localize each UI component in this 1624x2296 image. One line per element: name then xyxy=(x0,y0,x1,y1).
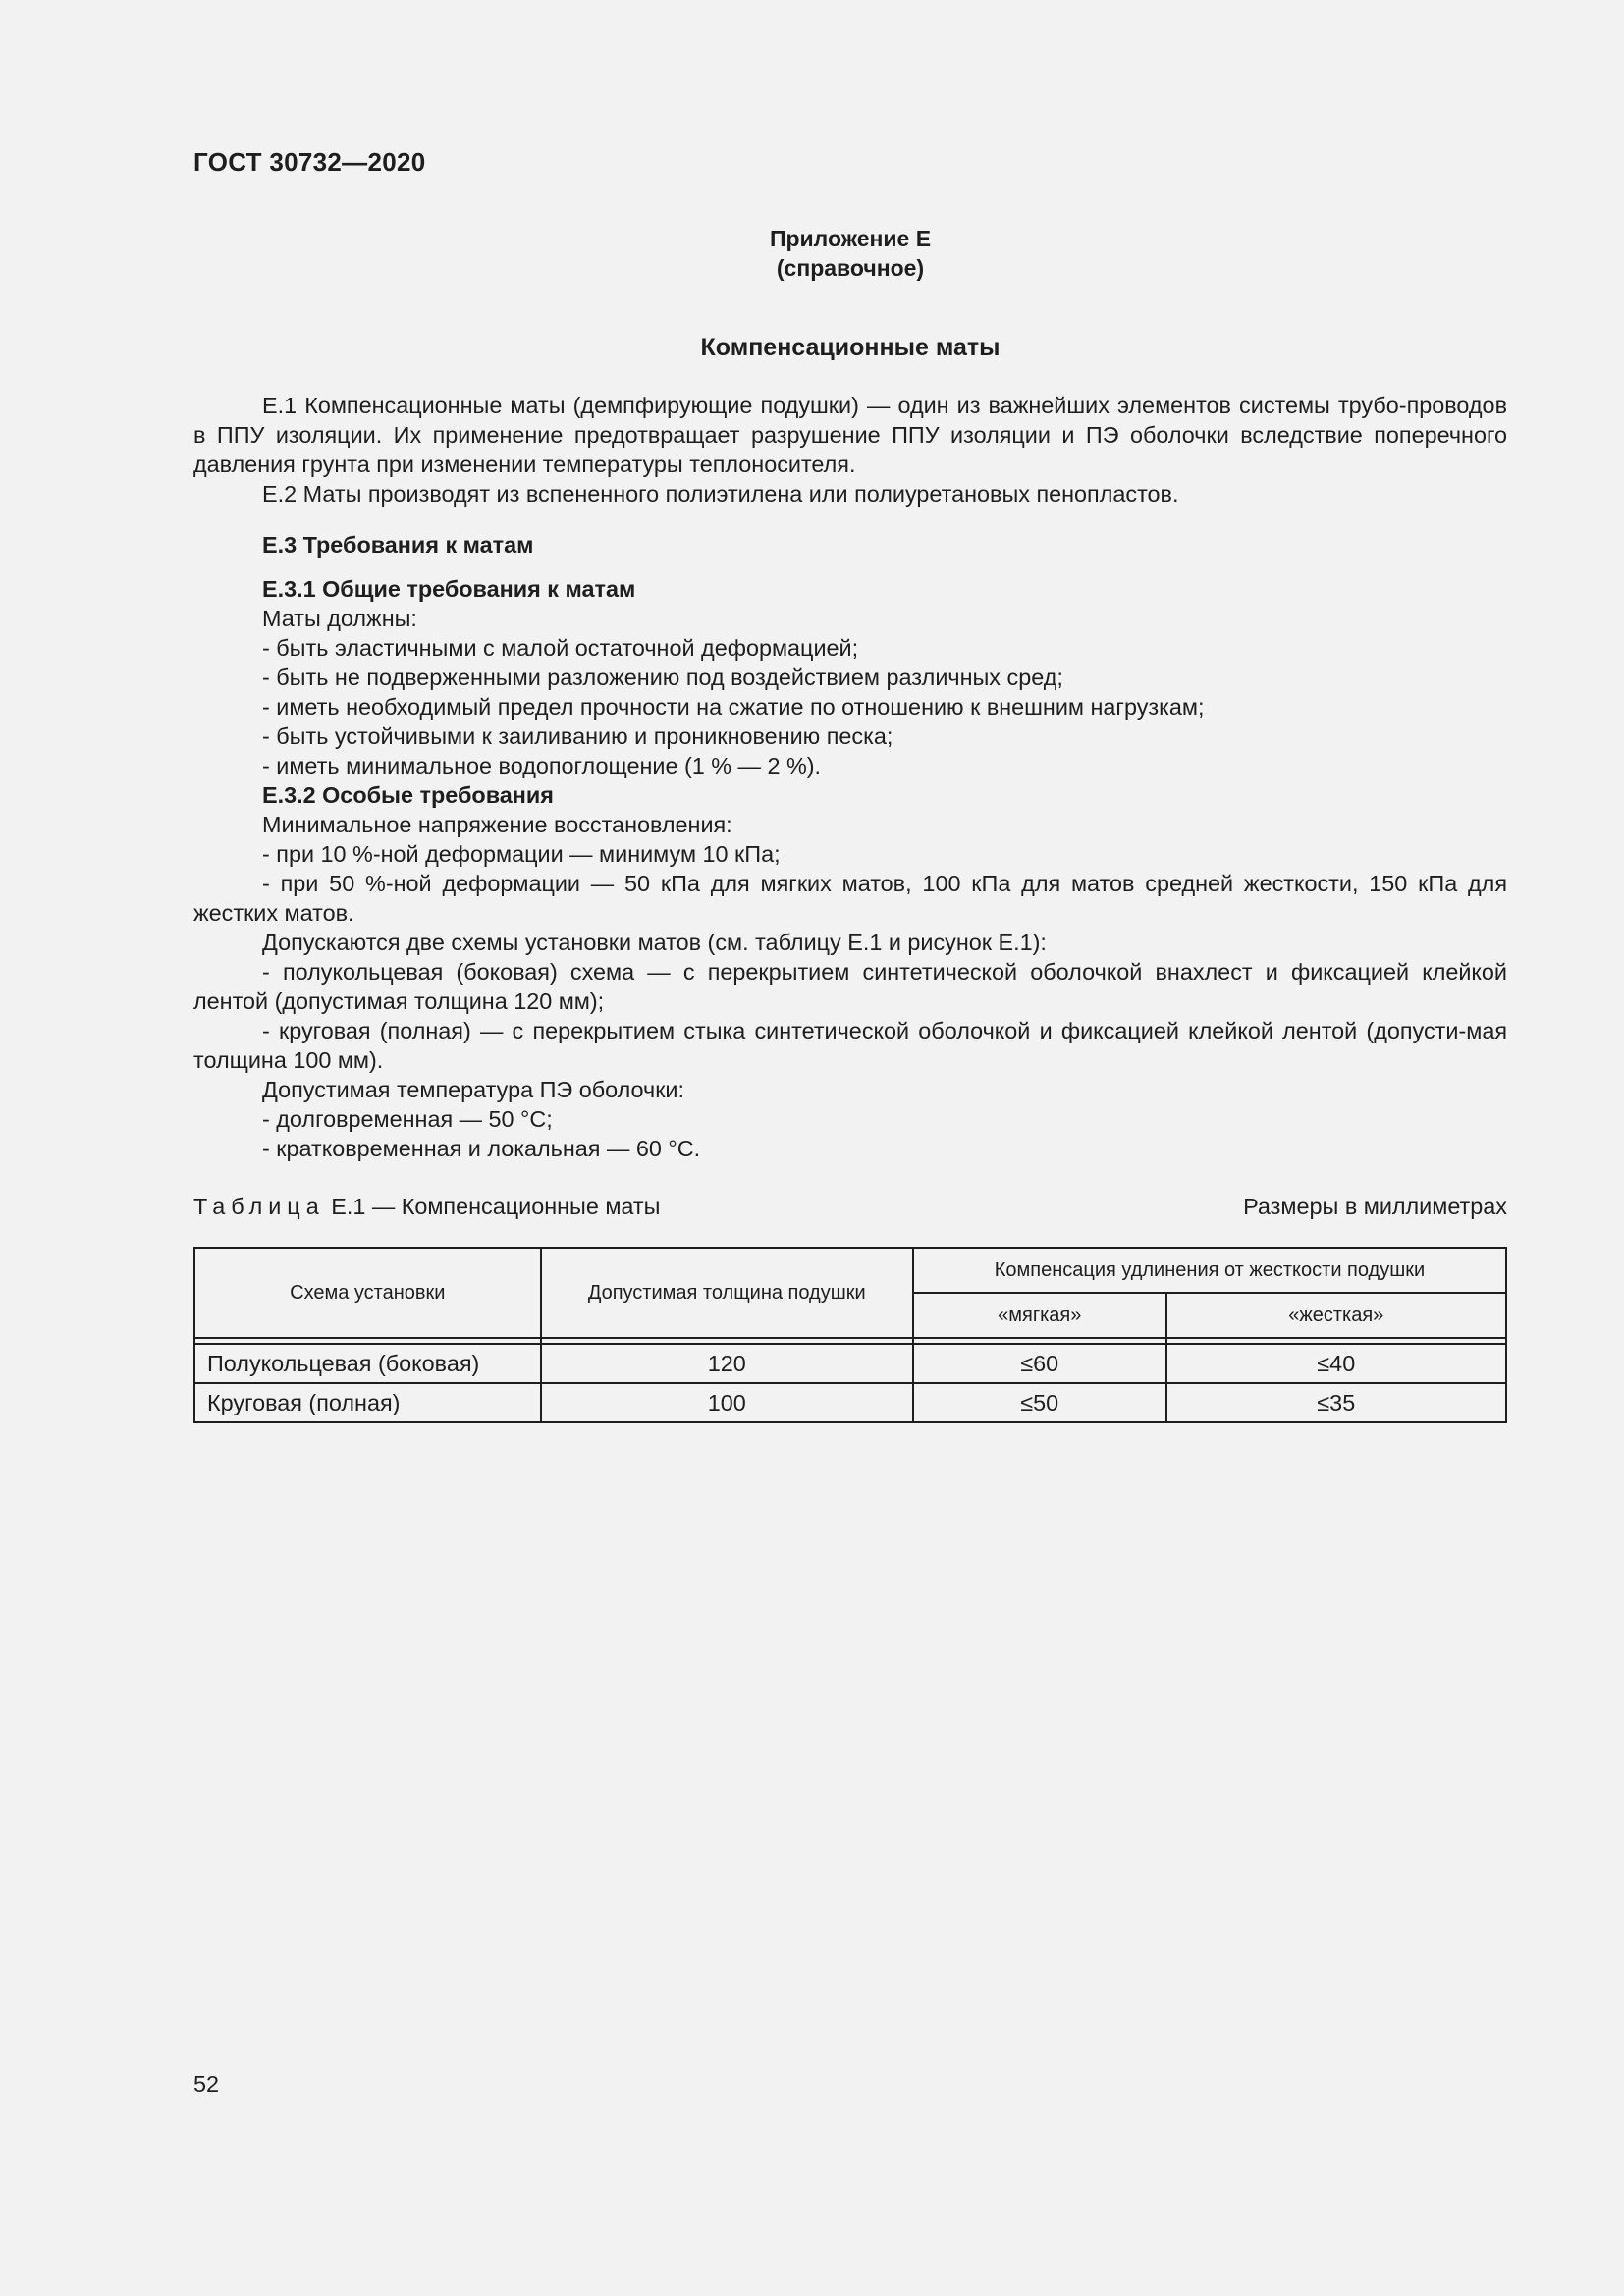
compensation-mats-table xyxy=(193,1247,1507,1423)
e32-intro: Минимальное напряжение восстановления: xyxy=(262,812,732,837)
header-compensation: Компенсация удлинения от жесткости подушки xyxy=(913,1248,1506,1293)
list-item: - при 50 %-ной деформации — 50 кПа для мягких матов, 100 кПа для матов средней жесткости, 150 кПа для жестких матов. xyxy=(193,871,1507,926)
list-item: - быть эластичными с малой остаточной деформацией; xyxy=(262,635,859,661)
document-code: ГОСТ 30732—2020 xyxy=(193,147,426,177)
cell-soft: ≤50 xyxy=(913,1383,1166,1422)
temperature-intro: Допустимая температура ПЭ оболочки: xyxy=(262,1077,684,1102)
list-item: - полукольцевая (боковая) схема — с перекрытием синтетической оболочкой внахлест и фиксацией клейкой лентой (допустимая толщина 120 мм); xyxy=(193,959,1507,1014)
heading-e31: Е.3.1 Общие требования к матам xyxy=(262,576,636,602)
table-units: Размеры в миллиметрах xyxy=(1243,1194,1507,1219)
paragraph-e2: Е.2 Маты производят из вспененного полиэтилена или полиуретановых пенопластов. xyxy=(262,481,1179,507)
header-scheme: Схема установки xyxy=(194,1248,541,1338)
paragraph-e1: Е.1 Компенсационные маты (демпфирующие подушки) — один из важнейших элементов системы трубо-проводов в ППУ изоляции. Их применение предотвращает разрушение ППУ изоляции и ПЭ оболочки вследствие поперечного давления грунта при изменении температуры теплоносителя. xyxy=(193,393,1507,477)
header-thickness: Допустимая толщина подушки xyxy=(541,1248,913,1338)
cell-hard: ≤40 xyxy=(1166,1344,1506,1383)
heading-e32: Е.3.2 Особые требования xyxy=(262,782,554,808)
document-body xyxy=(193,391,1507,1163)
list-item: - кратковременная и локальная — 60 °С. xyxy=(262,1136,701,1161)
section-title: Компенсационные маты xyxy=(700,334,1001,361)
appendix-heading xyxy=(193,224,1507,283)
cell-thickness: 120 xyxy=(541,1344,913,1383)
e31-intro: Маты должны: xyxy=(262,606,417,631)
list-item: - иметь минимальное водопоглощение (1 % — 2 %). xyxy=(262,753,822,778)
table-row xyxy=(194,1383,1506,1422)
list-item: - круговая (полная) — с перекрытием стыка синтетической оболочкой и фиксацией клейкой лентой (допусти-мая толщина 100 мм). xyxy=(193,1018,1507,1073)
cell-scheme: Круговая (полная) xyxy=(194,1383,541,1422)
appendix-title: Приложение Е xyxy=(769,226,932,251)
table-caption-text: Е.1 — Компенсационные маты xyxy=(324,1194,661,1219)
cell-thickness: 100 xyxy=(541,1383,913,1422)
schemes-intro: Допускаются две схемы установки матов (см. таблицу Е.1 и рисунок Е.1): xyxy=(262,930,1047,955)
table-row xyxy=(194,1344,1506,1383)
list-item: - долговременная — 50 °С; xyxy=(262,1106,553,1132)
list-item: - быть не подверженными разложению под воздействием различных сред; xyxy=(262,665,1063,690)
table-caption xyxy=(193,1194,660,1220)
heading-e3: Е.3 Требования к матам xyxy=(262,532,534,558)
cell-hard: ≤35 xyxy=(1166,1383,1506,1422)
cell-soft: ≤60 xyxy=(913,1344,1166,1383)
list-item: - быть устойчивыми к заиливанию и проникновению песка; xyxy=(262,723,893,749)
list-item: - при 10 %-ной деформации — минимум 10 кПа; xyxy=(262,841,781,867)
list-item: - иметь необходимый предел прочности на сжатие по отношению к внешним нагрузкам; xyxy=(262,694,1205,720)
appendix-type: (справочное) xyxy=(776,255,925,281)
cell-scheme: Полукольцевая (боковая) xyxy=(194,1344,541,1383)
header-soft: «мягкая» xyxy=(913,1293,1166,1338)
table-caption-word: Таблица xyxy=(193,1194,325,1219)
header-hard: «жесткая» xyxy=(1166,1293,1506,1338)
page-number: 52 xyxy=(193,2071,220,2097)
